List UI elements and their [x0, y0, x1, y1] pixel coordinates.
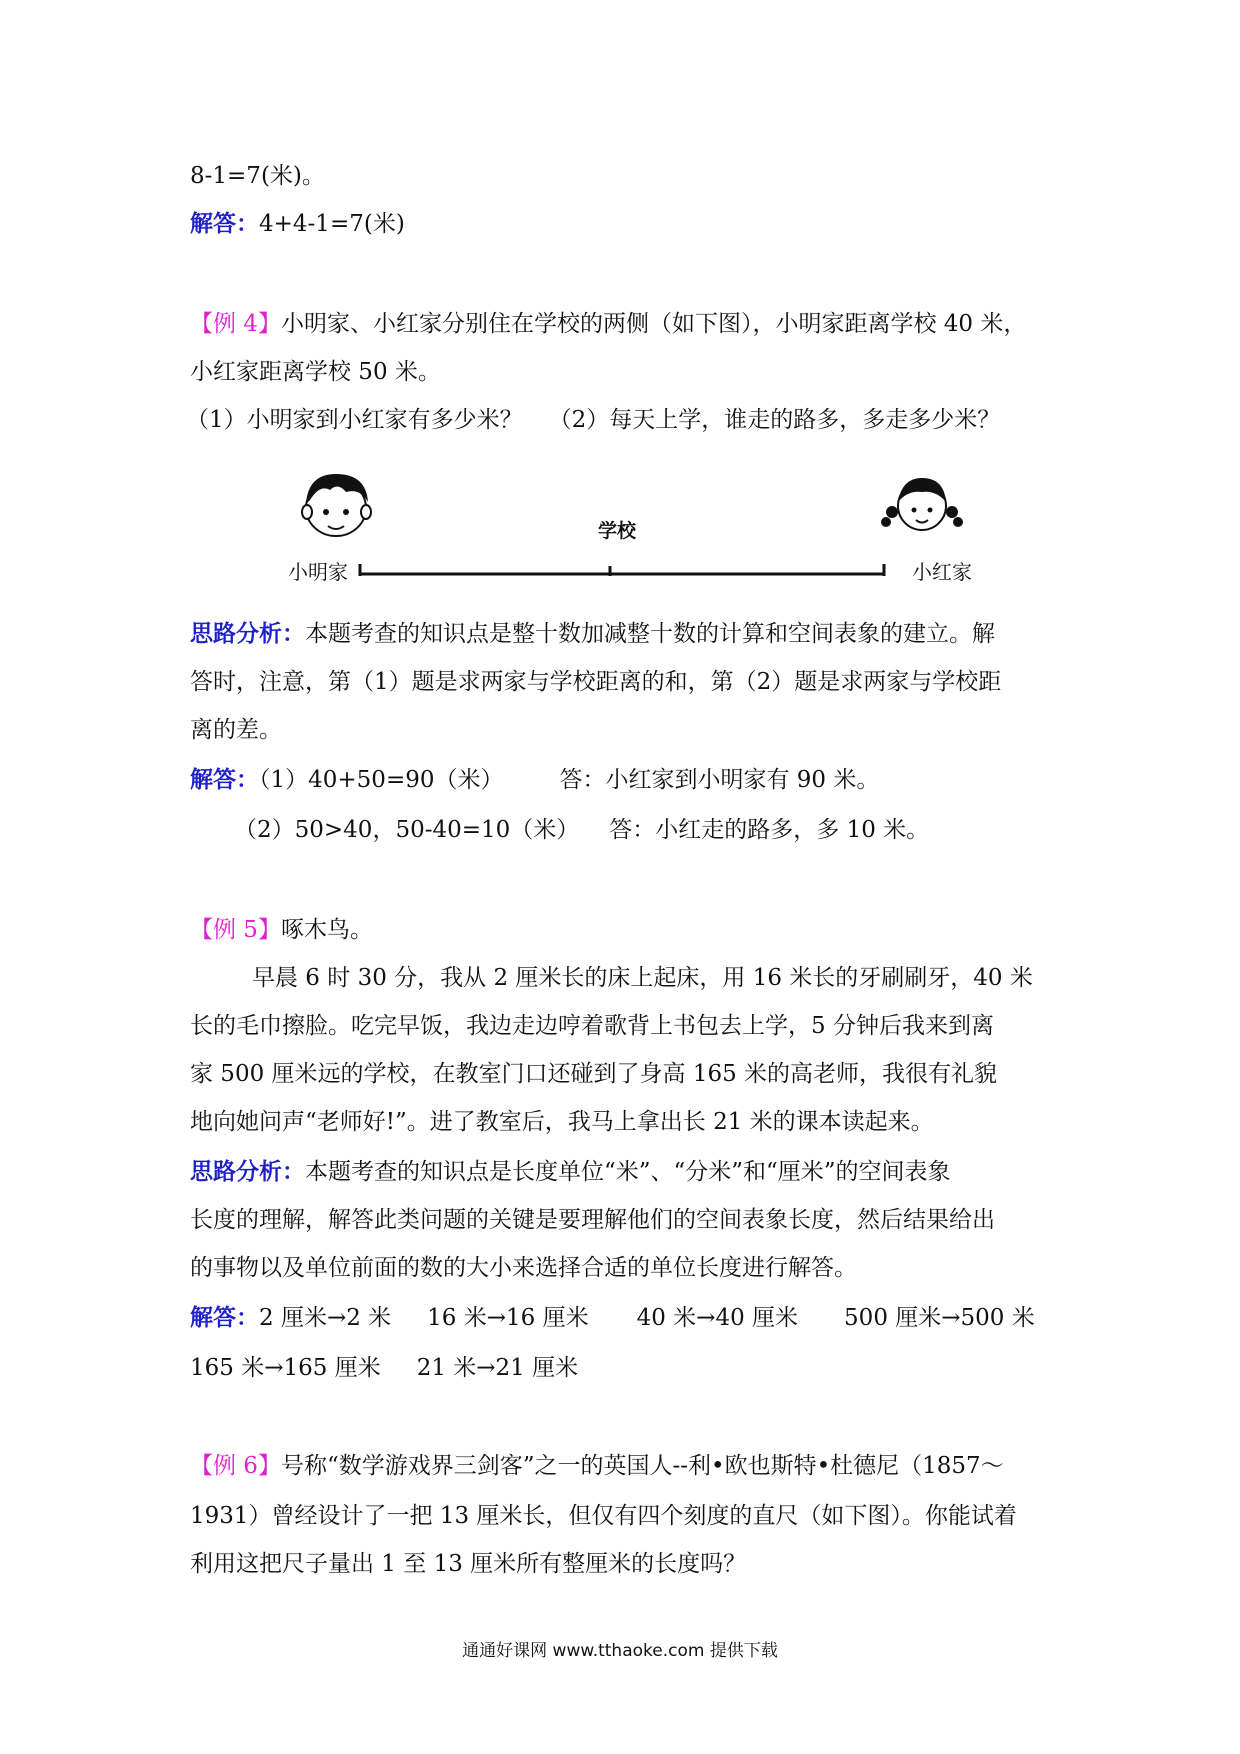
answer-line: 165 米→165 厘米 21 米→21 厘米: [190, 1355, 579, 1381]
answer-line: 解答：（1）40+50=90（米） 答：小红家到小明家有 90 米。: [190, 766, 880, 793]
text-line: 答时，注意，第（1）题是求两家与学校距离的和，第（2）题是求两家与学校距: [190, 669, 1002, 695]
middle-label: 学校: [598, 520, 637, 542]
question-2: （2）每天上学，谁走的路多，多走多少米？: [548, 407, 1001, 433]
text-line: 1931）曾经设计了一把 13 厘米长，但仅有四个刻度的直尺（如下图）。你能试着: [190, 1503, 1017, 1529]
analysis-label: 思路分析：: [190, 620, 305, 647]
left-label: 小明家: [288, 560, 348, 584]
text-line: 离的差。: [190, 717, 282, 743]
answer-label: 解答：: [190, 1304, 259, 1331]
text-line: 长度的理解，解答此类问题的关键是要理解他们的空间表象长度，然后结果给出: [190, 1207, 995, 1233]
question-1: （1）小明家到小红家有多少米？: [186, 407, 523, 433]
example-4-heading: 【例 4】小明家、小红家分别住在学校的两侧（如下图），小明家距离学校 40 米，: [190, 311, 1027, 337]
boy-face-icon: [302, 474, 371, 536]
text-line: 8-1=7(米)。: [190, 163, 325, 189]
example-6-heading: 【例 6】号称“数学游戏界三剑客”之一的英国人--利•欧也斯特•杜德尼（1857～: [190, 1453, 1004, 1479]
answer-label: 解答：: [190, 766, 259, 793]
answer-line: 解答：2 厘米→2 米 16 米→16 厘米 40 米→40 厘米 500 厘米→500 米: [190, 1304, 1035, 1331]
example-label: 【例 4】: [190, 311, 281, 337]
text-line: 地向她问声“老师好!”。进了教室后，我马上拿出长 21 米的课本读起来。: [190, 1109, 934, 1135]
text-line: 利用这把尺子量出 1 至 13 厘米所有整厘米的长度吗？: [190, 1551, 747, 1577]
text-line: 早晨 6 时 30 分，我从 2 厘米长的床上起床，用 16 米长的牙刷刷牙，40 米: [252, 965, 1033, 991]
answer-line: 解答：4+4-1=7(米): [190, 210, 405, 237]
page-footer: 通通好课网 www.tthaoke.com 提供下载: [462, 1641, 778, 1661]
example-label: 【例 5】: [190, 917, 281, 943]
text-line: 家 500 厘米远的学校，在教室门口还碰到了身高 165 米的高老师，我很有礼貌: [190, 1061, 998, 1087]
analysis-label: 思路分析：: [190, 1158, 305, 1185]
right-label: 小红家: [912, 560, 972, 584]
analysis-line: 思路分析：本题考查的知识点是整十数加减整十数的计算和空间表象的建立。解: [190, 620, 995, 647]
example-5-heading: 【例 5】啄木鸟。: [190, 917, 373, 943]
text-line: 的事物以及单位前面的数的大小来选择合适的单位长度进行解答。: [190, 1255, 857, 1281]
girl-face-icon: [881, 478, 963, 530]
answer-line: （2）50>40，50-40=10（米） 答：小红走的路多，多 10 米。: [234, 817, 930, 843]
question-line: [186, 404, 1066, 436]
analysis-line: 思路分析：本题考查的知识点是长度单位“米”、“分米”和“厘米”的空间表象: [190, 1158, 951, 1185]
example-label: 【例 6】: [190, 1453, 281, 1479]
text-line: 长的毛巾擦脸。吃完早饭，我边走边哼着歌背上书包去上学，5 分钟后我来到离: [190, 1013, 994, 1039]
school-distance-figure: [280, 460, 980, 600]
text-line: 小红家距离学校 50 米。: [190, 359, 441, 385]
answer-label: 解答：: [190, 210, 259, 237]
